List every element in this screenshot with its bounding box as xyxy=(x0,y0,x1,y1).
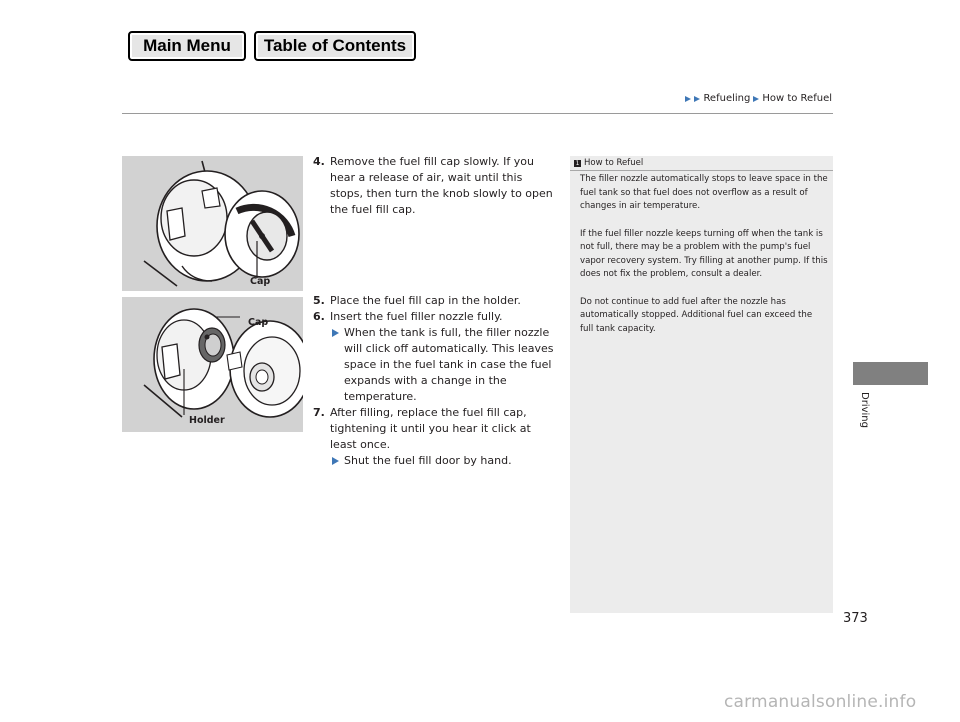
chapter-tab-marker[interactable] xyxy=(853,362,928,385)
step-4 xyxy=(313,154,558,218)
sidebar-title: How to Refuel xyxy=(584,158,644,168)
step-note xyxy=(330,453,558,469)
steps-5-7 xyxy=(313,293,558,469)
step-note-text: When the tank is full, the filler nozzle will click off automatically. This leaves space in the fuel tank in case the fuel expands with a change in the temperature. xyxy=(344,326,554,403)
watermark: carmanualsonline.info xyxy=(724,692,917,712)
breadcrumb xyxy=(685,93,832,104)
note-arrow-icon xyxy=(332,329,339,337)
step-item xyxy=(313,405,558,469)
sidebar-paragraph: If the fuel filler nozzle keeps turning off when the tank is not full, there may be a problem with the pump's fuel vapor recovery system. Try filling at another pump. If this does not fix the problem, consult a dealer. xyxy=(580,228,828,279)
chapter-tab-text: Driving xyxy=(859,392,870,428)
sidebar-paragraph: The filler nozzle automatically stops to leave space in the fuel tank so that fuel does not overflow as a result of changes in air temperature. xyxy=(580,174,828,211)
cap-in-holder-illustration xyxy=(122,297,303,432)
main-menu-button[interactable]: Main Menu xyxy=(128,31,246,61)
step-item xyxy=(313,154,558,218)
figure-cap-in-holder xyxy=(122,297,303,432)
step-text: Place the fuel fill cap in the holder. xyxy=(330,294,521,307)
page-number: 373 xyxy=(843,611,868,626)
step-item xyxy=(313,293,558,309)
breadcrumb-arrow-icon xyxy=(753,96,759,102)
sidebar-paragraph: Do not continue to add fuel after the nozzle has automatically stopped. Additional fuel can exceed the full tank capacity. xyxy=(580,296,813,334)
callout-holder: Holder xyxy=(189,415,225,426)
breadcrumb-arrow-icon xyxy=(685,96,691,102)
step-note-text: Shut the fuel fill door by hand. xyxy=(344,454,512,467)
breadcrumb-section[interactable]: Refueling xyxy=(703,93,751,104)
step-text: Remove the fuel fill cap slowly. If you hear a release of air, wait until this stops, then turn the knob slowly to open the fuel fill cap. xyxy=(330,155,553,216)
step-text: After filling, replace the fuel fill cap, tightening it until you hear it click at least once. xyxy=(330,406,531,451)
reference-marker-icon: 1 xyxy=(575,159,580,167)
figure-remove-cap xyxy=(122,156,303,291)
breadcrumb-arrow-icon xyxy=(694,96,700,102)
breadcrumb-subsection[interactable]: How to Refuel xyxy=(762,93,832,104)
header-divider xyxy=(122,113,833,114)
step-number: 5. xyxy=(313,294,325,307)
step-item xyxy=(313,309,558,405)
callout-cap: Cap xyxy=(248,317,269,328)
step-text: Insert the fuel filler nozzle fully. xyxy=(330,310,503,323)
step-number: 6. xyxy=(313,310,325,323)
note-arrow-icon xyxy=(332,457,339,465)
table-of-contents-button[interactable]: Table of Contents xyxy=(254,31,416,61)
step-note xyxy=(330,325,558,405)
sidebar-body xyxy=(580,173,828,350)
callout-cap: Cap xyxy=(250,276,271,287)
sidebar-heading xyxy=(574,158,643,168)
fuel-door-open-cap-illustration xyxy=(122,156,303,291)
sidebar-note xyxy=(570,156,833,613)
chapter-tab-label xyxy=(860,392,872,432)
step-number: 7. xyxy=(313,406,325,419)
step-number: 4. xyxy=(313,155,325,168)
sidebar-divider xyxy=(570,170,833,171)
